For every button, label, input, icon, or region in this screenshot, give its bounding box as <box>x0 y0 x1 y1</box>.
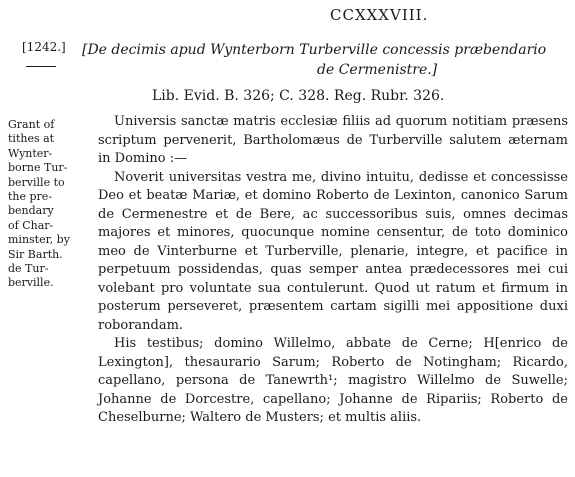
heading-line-1: [De decimis apud Wynterborn Turberville concessis præbendario <box>82 42 547 58</box>
margin-note-line: minster, by <box>8 233 70 247</box>
paragraph-address: Universis sanctæ matris ecclesiæ filiis ad quorum notitiam præsens scriptum pervenerit, Bartholomæus de Turberville salutem æternam in Domino :— <box>98 114 568 166</box>
margin-note-line: tithes at <box>8 132 55 146</box>
margin-note-line: berville. <box>8 276 54 290</box>
chapter-number: CCXXXVIII. <box>330 6 429 24</box>
margin-note-line: bendary <box>8 204 54 218</box>
paragraph-grant: Noverit universitas vestra me, divino intuitu, dedisse et concessisse Deo et beatæ Mariæ, et domino Roberto de Lexinton, canonico Sarum de Cermenestre et de Bere, ac successoribus suis, omnes decimas majores et minores, quocunque nomine censentur, de toto dominico meo de Vinterburne et Turberville, plenarie, integre, et pacifice in perpetuum possidendas, quas semper antea prædecessores mei cui volebant pro voluntate sua contulerunt. Quod ut ratum et firmum in posterum perseveret, præsentem cartam sigilli mei appositione duxi roborandam. <box>98 169 568 333</box>
margin-note <box>8 118 90 291</box>
margin-note-line: Grant of <box>8 118 55 131</box>
margin-note-line: Sir Barth. <box>8 247 63 261</box>
year-tag: [1242.] <box>22 40 66 54</box>
document-heading <box>82 40 562 80</box>
margin-note-line: borne Tur- <box>8 161 68 175</box>
paragraph-witnesses: His testibus; domino Willelmo, abbate de Cerne; H[enrico de Lexington], thesaurario Sarum; Roberto de Notingham; Ricardo, capellano, persona de Tanewrth¹; magistro Willelmo de Suwelle; Johanne de Dorcestre, capellano; Johanne de Ripariis; Roberto de Cheselburne; Waltero de Musters; et multis aliis. <box>98 336 568 425</box>
heading-line-2: de Cermenistre.] <box>317 62 438 78</box>
year-rule <box>26 66 56 67</box>
margin-note-line: berville to <box>8 175 65 189</box>
margin-note-line: the pre- <box>8 190 53 204</box>
margin-note-line: de Tur- <box>8 262 49 276</box>
source-references: Lib. Evid. B. 326; C. 328. Reg. Rubr. 326. <box>152 88 445 104</box>
charter-text <box>98 113 568 428</box>
margin-note-line: Wynter- <box>8 146 53 160</box>
margin-note-line: of Char- <box>8 218 54 232</box>
